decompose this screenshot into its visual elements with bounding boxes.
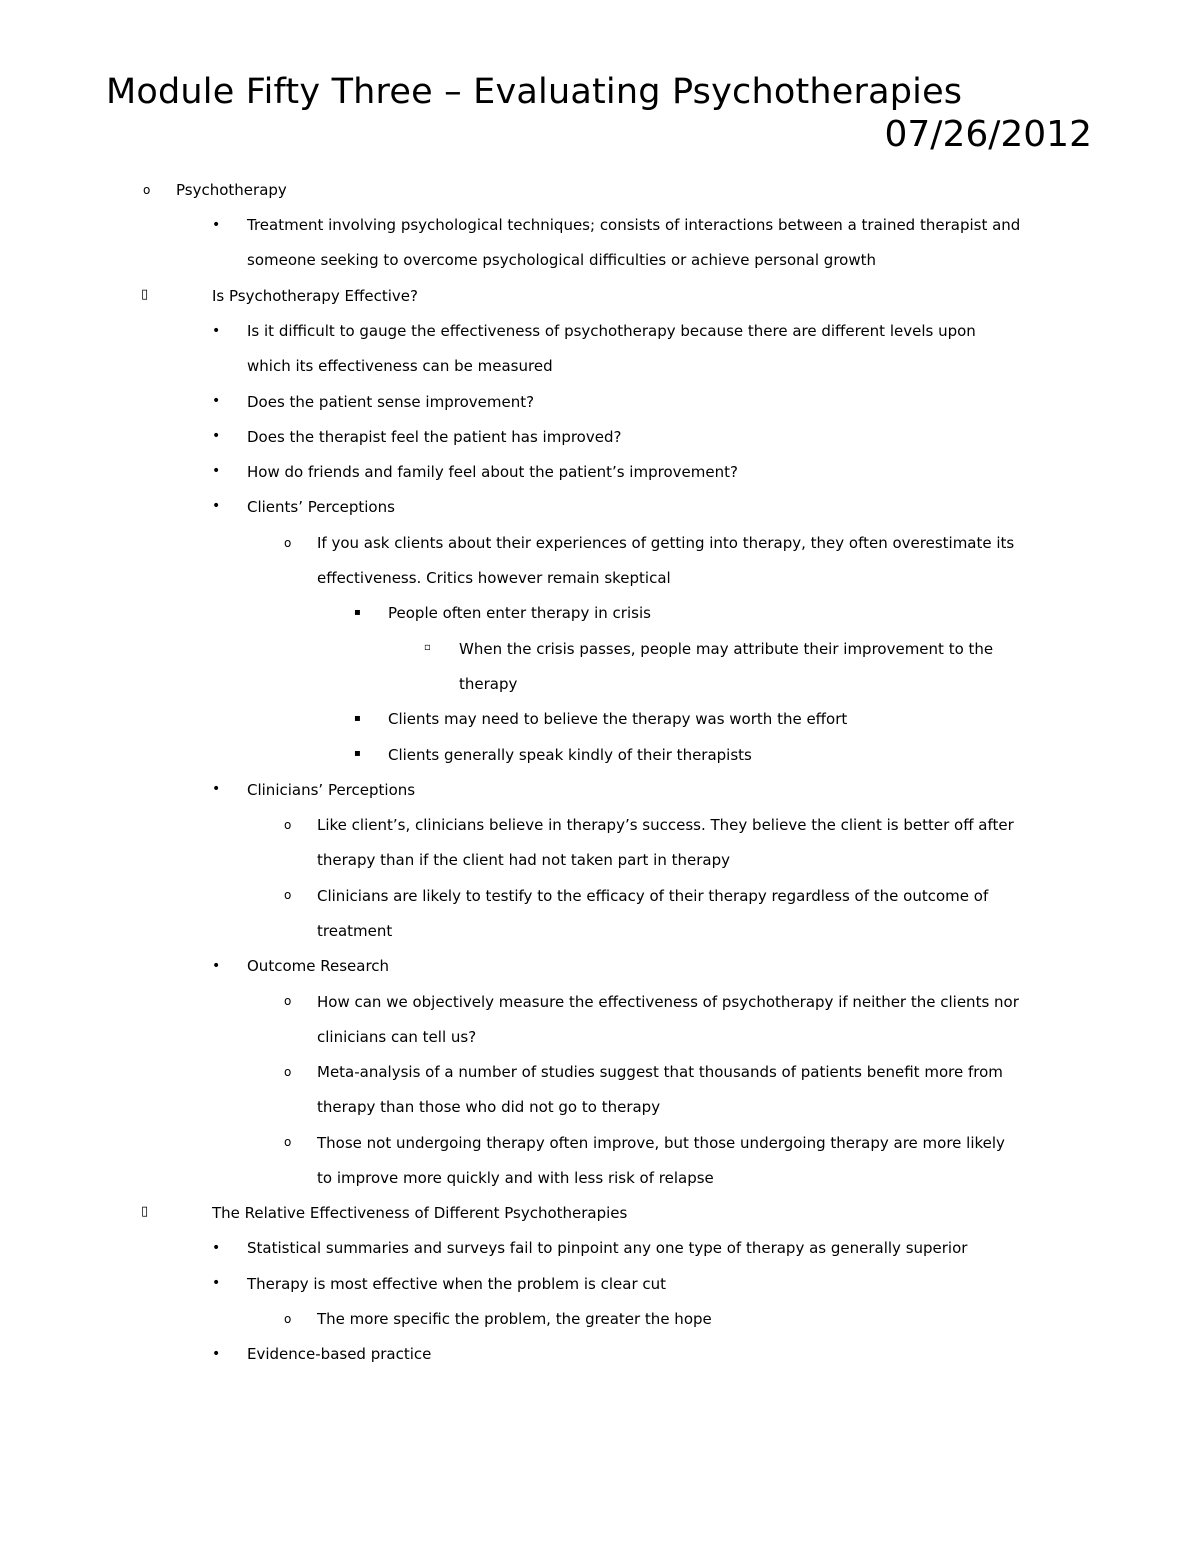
outline-item-text: Treatment involving psychological techniques; consists of interactions between a trained therapist and bbox=[247, 216, 1021, 234]
circle-bullet-icon: o bbox=[284, 994, 292, 1008]
circle-bullet-icon: o bbox=[284, 1065, 292, 1079]
outline-item-text: How do friends and family feel about the patient’s improvement? bbox=[247, 463, 738, 481]
outline-item-text: The more specific the problem, the greater the hope bbox=[317, 1310, 712, 1328]
outline-item-text: therapy than those who did not go to therapy bbox=[317, 1098, 661, 1116]
dot-bullet-icon: • bbox=[212, 393, 221, 409]
circle-bullet-icon: o bbox=[143, 183, 151, 197]
dot-bullet-icon: • bbox=[212, 1346, 221, 1362]
outline-item-clinicians-perceptions: Clinicians’ Perceptions bbox=[247, 781, 416, 799]
outline-item-text: If you ask clients about their experiences of getting into therapy, they often overestimate its bbox=[317, 534, 1015, 552]
small-square-bullet-icon: ▫ bbox=[424, 642, 431, 653]
circle-bullet-icon: o bbox=[284, 888, 292, 902]
box-bullet-icon: ▯ bbox=[141, 1204, 149, 1219]
square-bullet-icon: ▪ bbox=[354, 607, 361, 618]
outline-item-text: someone seeking to overcome psychological difficulties or achieve personal growth bbox=[247, 251, 877, 269]
outline-item-text: Clients may need to believe the therapy was worth the effort bbox=[388, 710, 848, 728]
outline-item-text: Clinicians are likely to testify to the efficacy of their therapy regardless of the outcome of bbox=[317, 887, 989, 905]
section-heading-relative-effectiveness: The Relative Effectiveness of Different Psychotherapies bbox=[212, 1204, 628, 1222]
dot-bullet-icon: • bbox=[212, 1240, 221, 1256]
outline-item-clients-perceptions: Clients’ Perceptions bbox=[247, 498, 395, 516]
box-bullet-icon: ▯ bbox=[141, 287, 149, 302]
document-title: Module Fifty Three – Evaluating Psychotherapies bbox=[106, 72, 963, 112]
circle-bullet-icon: o bbox=[284, 536, 292, 550]
square-bullet-icon: ▪ bbox=[354, 713, 361, 724]
dot-bullet-icon: • bbox=[212, 781, 221, 797]
outline-item-text: to improve more quickly and with less risk of relapse bbox=[317, 1169, 714, 1187]
document-date: 07/26/2012 bbox=[884, 114, 1092, 155]
outline-item-text: People often enter therapy in crisis bbox=[388, 604, 651, 622]
outline-item-text: Statistical summaries and surveys fail to pinpoint any one type of therapy as generally superior bbox=[247, 1239, 968, 1257]
outline-item-text: therapy than if the client had not taken part in therapy bbox=[317, 851, 730, 869]
outline-item-text: effectiveness. Critics however remain skeptical bbox=[317, 569, 671, 587]
dot-bullet-icon: • bbox=[212, 428, 221, 444]
section-heading-effective: Is Psychotherapy Effective? bbox=[212, 287, 418, 305]
dot-bullet-icon: • bbox=[212, 1275, 221, 1291]
outline-item-text: When the crisis passes, people may attribute their improvement to the bbox=[459, 640, 994, 658]
dot-bullet-icon: • bbox=[212, 217, 221, 233]
outline-item-text: Does the patient sense improvement? bbox=[247, 393, 535, 411]
outline-item-text: How can we objectively measure the effectiveness of psychotherapy if neither the clients nor bbox=[317, 993, 1019, 1011]
outline-item-text: Like client’s, clinicians believe in therapy’s success. They believe the client is better off after bbox=[317, 816, 1014, 834]
outline-item-text: Clients generally speak kindly of their therapists bbox=[388, 746, 752, 764]
outline-item-psychotherapy: Psychotherapy bbox=[176, 181, 287, 199]
circle-bullet-icon: o bbox=[284, 1312, 292, 1326]
outline-item-text: clinicians can tell us? bbox=[317, 1028, 477, 1046]
outline-item-text: Is it difficult to gauge the effectiveness of psychotherapy because there are different levels upon bbox=[247, 322, 976, 340]
dot-bullet-icon: • bbox=[212, 498, 221, 514]
outline-item-text: Does the therapist feel the patient has improved? bbox=[247, 428, 622, 446]
outline-item-text: therapy bbox=[459, 675, 518, 693]
outline-item-text: Therapy is most effective when the problem is clear cut bbox=[247, 1275, 667, 1293]
dot-bullet-icon: • bbox=[212, 463, 221, 479]
dot-bullet-icon: • bbox=[212, 958, 221, 974]
circle-bullet-icon: o bbox=[284, 818, 292, 832]
outline-item-text: Evidence-based practice bbox=[247, 1345, 432, 1363]
circle-bullet-icon: o bbox=[284, 1135, 292, 1149]
outline-item-text: Meta-analysis of a number of studies suggest that thousands of patients benefit more from bbox=[317, 1063, 1003, 1081]
square-bullet-icon: ▪ bbox=[354, 748, 361, 759]
dot-bullet-icon: • bbox=[212, 323, 221, 339]
outline-item-outcome-research: Outcome Research bbox=[247, 957, 390, 975]
outline-item-text: which its effectiveness can be measured bbox=[247, 357, 553, 375]
outline-item-text: treatment bbox=[317, 922, 393, 940]
outline-item-text: Those not undergoing therapy often improve, but those undergoing therapy are more likely bbox=[317, 1134, 1005, 1152]
